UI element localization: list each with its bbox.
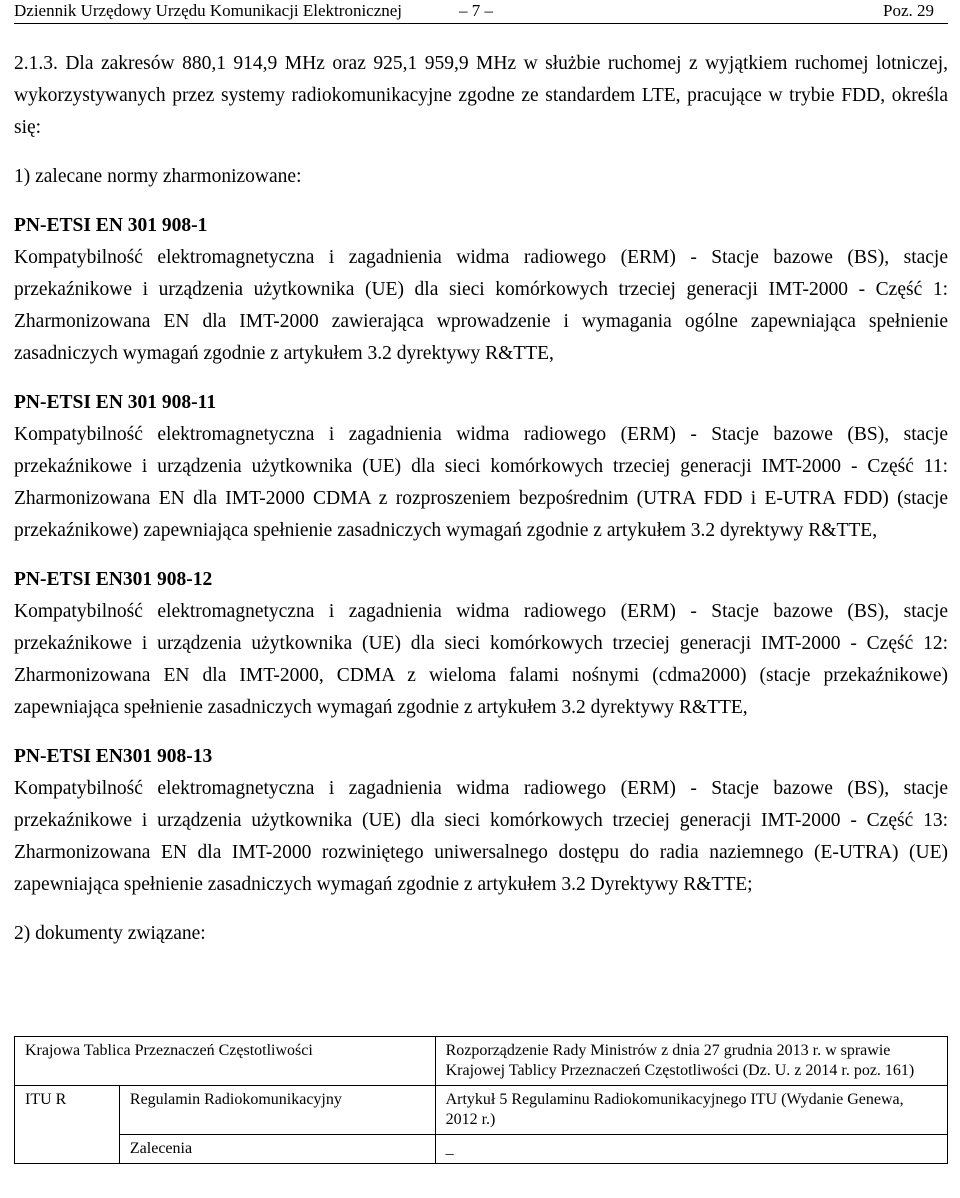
standard-code: PN-ETSI EN 301 908-1 (14, 215, 208, 236)
document-body (14, 48, 948, 950)
table-row (15, 1086, 948, 1135)
table-cell: _ (435, 1135, 947, 1164)
header-rule (14, 23, 948, 24)
table-row (15, 1135, 948, 1164)
table-cell: Krajowa Tablica Przeznaczeń Częstotliwości (15, 1037, 436, 1086)
journal-title: Dziennik Urzędowy Urzędu Komunikacji Elektronicznej (14, 1, 403, 20)
standard-description: Kompatybilność elektromagnetyczna i zagadnienia widma radiowego (ERM) - Stacje bazowe (BS), stacje przekaźnikowe i urządzenia użytkownika (UE) dla sieci komórkowych trzeciej generacji IMT-2000 - Część 12: Zharmonizowana EN dla IMT-2000, CDMA z wieloma falami nośnymi (cdma2000) (stacje przekaźnikowe) zapewniająca spełnienie zasadniczych wymagań zgodnie z artykułem 3.2 dyrektywy R&TTE, (14, 601, 948, 718)
table-row (15, 1037, 948, 1086)
page-number: – 7 – (459, 1, 493, 20)
standard-description: Kompatybilność elektromagnetyczna i zagadnienia widma radiowego (ERM) - Stacje bazowe (BS), stacje przekaźnikowe i urządzenia użytkownika (UE) dla sieci komórkowych trzeciej generacji IMT-2000 - Część 1: Zharmonizowana EN dla IMT-2000 zawierająca wprowadzenie i wymagania ogólne zapewniająca spełnienie zasadniczych wymagań zgodnie z artykułem 3.2 dyrektywy R&TTE, (14, 247, 948, 364)
section-intro: 2.1.3. Dla zakresów 880,1 914,9 MHz oraz 925,1 959,9 MHz w służbie ruchomej z wyjątkiem ruchomej lotniczej, wykorzystywanych przez systemy radiokomunikacyjne zgodne ze standardem LTE, pracujące w trybie FDD, określa się: (14, 53, 948, 138)
table-cell: Regulamin Radiokomunikacyjny (119, 1086, 435, 1135)
standard-code: PN-ETSI EN301 908-13 (14, 746, 213, 767)
page-header (14, 0, 934, 26)
position-number: Poz. 29 (883, 1, 934, 20)
table-cell: ITU R (15, 1086, 120, 1164)
standard-description: Kompatybilność elektromagnetyczna i zagadnienia widma radiowego (ERM) - Stacje bazowe (BS), stacje przekaźnikowe i urządzenia użytkownika (UE) dla sieci komórkowych trzeciej generacji IMT-2000 - Część 13: Zharmonizowana EN dla IMT-2000 rozwiniętego uniwersalnego dostępu do radia naziemnego (E-UTRA) (UE) zapewniająca spełnienie zasadniczych wymagań zgodnie z artykułem 3.2 Dyrektywy R&TTE; (14, 778, 948, 895)
table-cell: Zalecenia (119, 1135, 435, 1164)
related-documents-table (14, 1036, 948, 1164)
item-2-heading: 2) dokumenty związane: (14, 923, 206, 944)
standard-code: PN-ETSI EN 301 908-11 (14, 392, 217, 413)
item-1-heading: 1) zalecane normy zharmonizowane: (14, 166, 302, 187)
standard-code: PN-ETSI EN301 908-12 (14, 569, 213, 590)
table-cell: Rozporządzenie Rady Ministrów z dnia 27 grudnia 2013 r. w sprawie Krajowej Tablicy Przeznaczeń Częstotliwości (Dz. U. z 2014 r. poz. 161) (435, 1037, 947, 1086)
table-cell: Artykuł 5 Regulaminu Radiokomunikacyjnego ITU (Wydanie Genewa, 2012 r.) (435, 1086, 947, 1135)
standard-description: Kompatybilność elektromagnetyczna i zagadnienia widma radiowego (ERM) - Stacje bazowe (BS), stacje przekaźnikowe i urządzenia użytkownika (UE) dla sieci komórkowych trzeciej generacji IMT-2000 - Część 11: Zharmonizowana EN dla IMT-2000 CDMA z rozproszeniem bezpośrednim (UTRA FDD i E-UTRA FDD) (stacje przekaźnikowe) zapewniająca spełnienie zasadniczych wymagań zgodnie z artykułem 3.2 dyrektywy R&TTE, (14, 424, 948, 541)
